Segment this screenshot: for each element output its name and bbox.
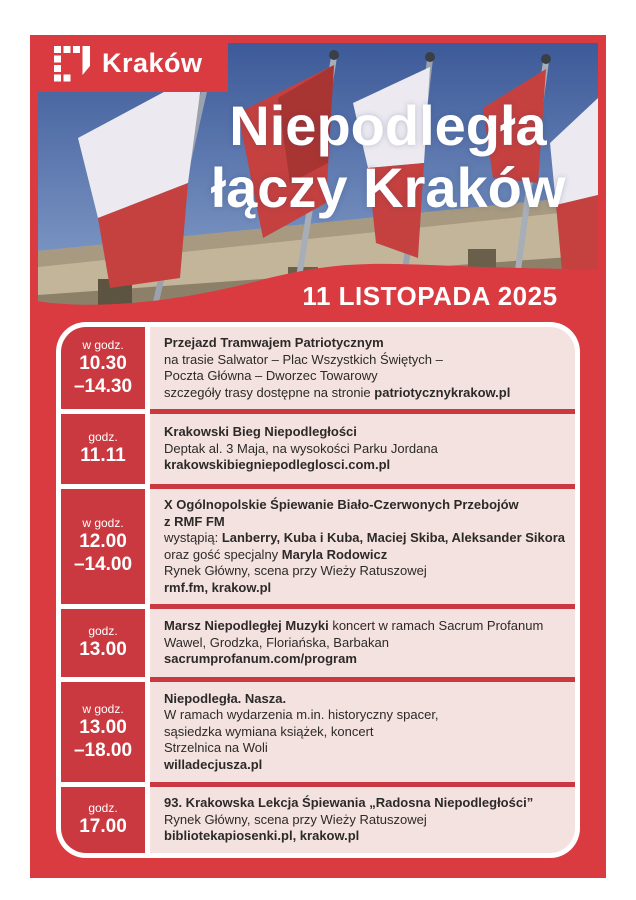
event-text-line: bibliotekapiosenki.pl, krakow.pl xyxy=(164,828,360,843)
event-time-label: godz. xyxy=(88,430,118,445)
event-details xyxy=(150,682,575,782)
event-text-line: sacrumprofanum.com/program xyxy=(164,651,357,667)
event-time-end: –14.00 xyxy=(73,554,133,575)
event-text-line: sąsiedzka wymiana książek, koncert xyxy=(164,723,374,739)
pole-finial xyxy=(329,50,339,60)
event-text-line: Rynek Główny, scena przy Wieży Ratuszowej xyxy=(164,811,427,827)
schedule-panel xyxy=(56,322,580,858)
event-details xyxy=(150,327,575,409)
krakow-logo-text: Kraków xyxy=(102,48,203,78)
poster xyxy=(30,35,606,878)
event-time-badge xyxy=(61,682,145,782)
event-text-line: krakowskibiegniepodleglosci.com.pl xyxy=(164,457,391,473)
event-time-badge xyxy=(61,327,145,409)
event-time-start: 17.00 xyxy=(79,815,127,837)
event-time-start: 12.00 xyxy=(79,531,127,553)
event-text-line: Przejazd Tramwajem Patriotycznym xyxy=(164,335,384,350)
event-row xyxy=(61,787,575,853)
event-text-line: Krakowski Bieg Niepodległości xyxy=(164,424,357,440)
event-row xyxy=(61,414,575,484)
event-text-line: rmf.fm, krakow.pl xyxy=(164,579,272,595)
event-row xyxy=(61,609,575,677)
poster-title xyxy=(180,95,596,218)
event-text-line: wystąpią: Lanberry, Kuba i Kuba, Maciej Skiba, Aleksander Sikora xyxy=(164,530,565,545)
krakow-logo-badge xyxy=(30,35,228,92)
event-details xyxy=(150,609,575,677)
event-time-start: 10.30 xyxy=(79,352,127,374)
event-time-start: 11.11 xyxy=(80,445,126,467)
event-text-line: X Ogólnopolskie Śpiewanie Biało-Czerwonych Przebojów xyxy=(164,497,519,512)
events-list xyxy=(61,327,575,853)
event-details xyxy=(150,414,575,484)
event-time-label: w godz. xyxy=(82,337,124,352)
event-time-badge xyxy=(61,609,145,677)
event-time-label: w godz. xyxy=(82,516,124,531)
event-text-line: Deptak al. 3 Maja, na wysokości Parku Jordana xyxy=(164,440,438,456)
event-time-label: godz. xyxy=(88,624,118,639)
event-time-badge xyxy=(61,414,145,484)
event-row xyxy=(61,489,575,604)
event-time-start: 13.00 xyxy=(79,639,127,661)
date-banner: 11 LISTOPADA 2025 xyxy=(302,281,558,311)
event-details xyxy=(150,489,575,604)
event-row xyxy=(61,682,575,782)
event-time-end: –14.30 xyxy=(73,375,133,397)
event-time-start: 13.00 xyxy=(79,716,127,738)
event-text-line: Poczta Główna – Dworzec Towarowy xyxy=(164,368,378,383)
event-text-line: W ramach wydarzenia m.in. historyczny spacer, xyxy=(164,707,439,723)
event-text-line: na trasie Salwator – Plac Wszystkich Świętych – xyxy=(164,351,443,367)
event-text-line: z RMF FM xyxy=(164,513,225,529)
event-time-label: w godz. xyxy=(82,701,124,716)
event-details xyxy=(150,787,575,853)
event-row xyxy=(61,327,575,409)
event-text-line: oraz gość specjalny Maryla Rodowicz xyxy=(164,546,388,562)
event-text-line: Rynek Główny, scena przy Wieży Ratuszowej xyxy=(164,563,427,578)
pole-finial xyxy=(541,54,551,64)
poster-title-line2: łączy Kraków xyxy=(210,155,566,219)
krakow-city-logo-icon xyxy=(54,46,90,82)
event-time-end: –18.00 xyxy=(73,739,133,761)
event-text-line: 93. Krakowska Lekcja Śpiewania „Radosna Niepodległości” xyxy=(164,795,534,810)
event-text-line: Niepodległa. Nasza. xyxy=(164,690,287,706)
pole-finial xyxy=(425,52,435,62)
event-time-badge xyxy=(61,489,145,604)
poster-title-line1: Niepodległa xyxy=(229,94,547,157)
event-time-badge xyxy=(61,787,145,853)
event-text-line: szczegóły trasy dostępne na stronie patriotycznykrakow.pl xyxy=(164,384,511,400)
event-time-label: godz. xyxy=(88,800,118,815)
event-text-line: willadecjusza.pl xyxy=(164,756,263,772)
event-text-line: Marsz Niepodległej Muzyki koncert w ramach Sacrum Profanum xyxy=(164,618,544,634)
event-text-line: Wawel, Grodzka, Floriańska, Barbakan xyxy=(164,634,389,650)
event-text-line: Strzelnica na Woli xyxy=(164,740,268,756)
